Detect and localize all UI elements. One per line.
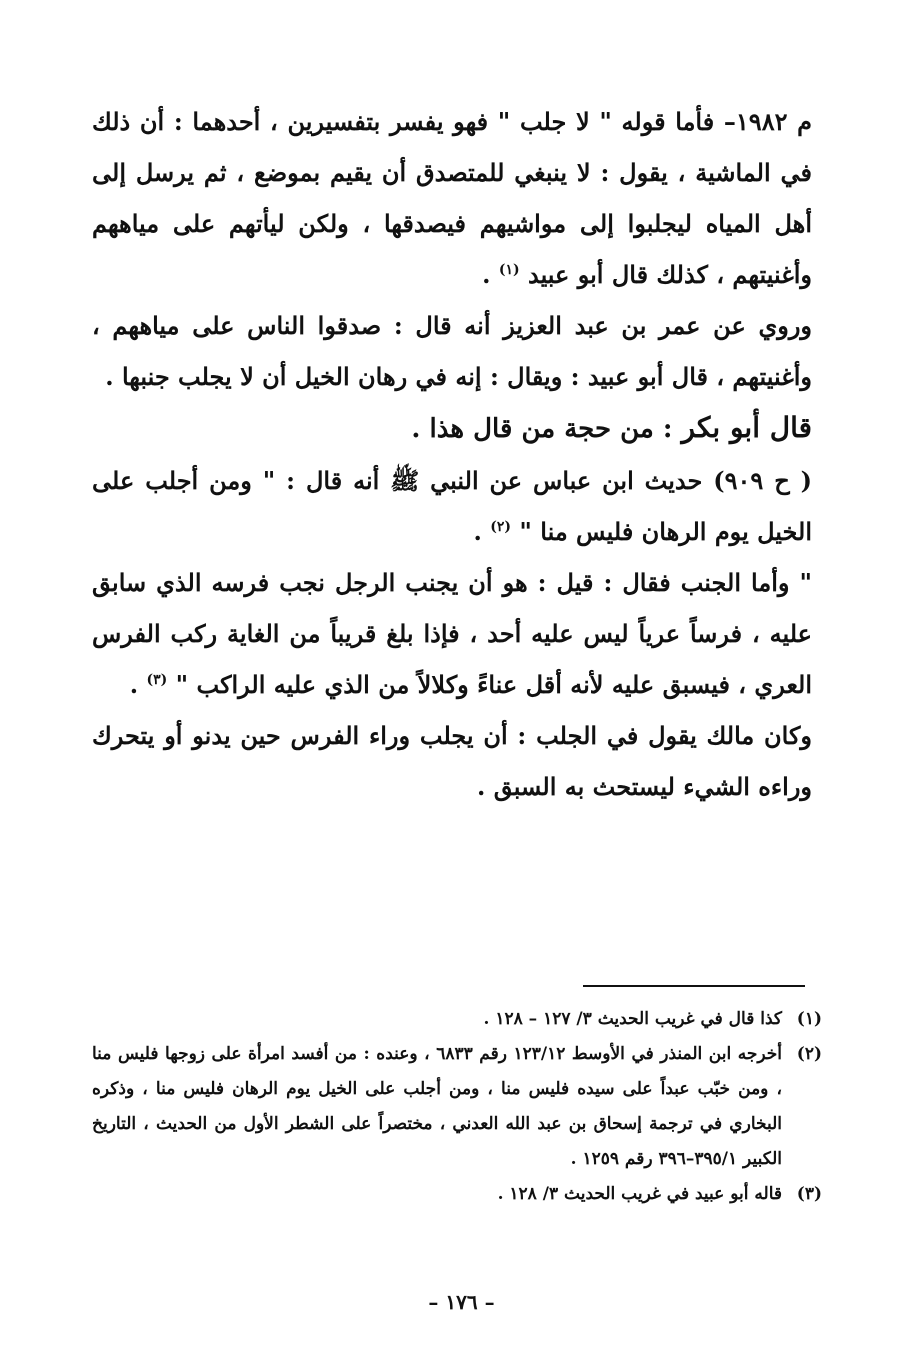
footnote-ref-1: (١) (498, 262, 520, 278)
footnote-3-number: (٣) (796, 1184, 822, 1204)
footnote-1-text: كذا قال في غريب الحديث ٣/ ١٢٧ – ١٢٨ . (483, 1009, 782, 1029)
paragraph-3-text: : من حجة من قال هذا . (411, 414, 682, 444)
paragraph-5-text: " وأما الجنب فقال : قيل : هو أن يجنب الرجل نجب فرسه الذي سابق عليه ، فرساً عرياً ليس عليه أحد ، فإذا بلغ قريباً من الغاية ركب الفرس العري ، فيسبق عليه لأنه أقل عناءً وكلالاً من الذي عليه الراكب " (92, 568, 812, 699)
paragraph-2-text: وروي عن عمر بن عبد العزيز أنه قال : صدقوا الناس على مياههم ، وأغنيتهم ، قال أبو عبيد : ويقال : إنه في رهان الخيل أن لا يجلب جنبها . (92, 311, 812, 391)
heading-lead: قال أبو بكر (681, 411, 812, 444)
paragraph-3 (92, 402, 812, 455)
footnote-3 (92, 1177, 822, 1212)
paragraph-5-end: . (129, 670, 147, 699)
paragraph-1-end: . (482, 260, 499, 289)
paragraph-6-text: وكان مالك يقول في الجلب : أن يجلب وراء الفرس حين يدنو أو يتحرك وراءه الشيء ليستحث به السبق . (92, 721, 812, 801)
footnote-2-text: أخرجه ابن المنذر في الأوسط ١٢٣/١٢ رقم ٦٨٣٣ ، وعنده : من أفسد امرأة على زوجها فليس منا ، ومن خبّب عبداً على سيده فليس منا ، ومن أجلب على الخيل يوم الرهان فليس منا ، وذكره البخاري في ترجمة إسحاق بن عبد الله العدني ، مختصراً على الشطر الأول من الحديث ، التاريخ الكبير ٣٩٥/١–٣٩٦ رقم ١٢٥٩ . (92, 1044, 782, 1169)
footnote-1-number: (١) (796, 1009, 822, 1029)
paragraph-1 (92, 96, 812, 300)
footnotes (92, 1002, 822, 1212)
footnote-3-text: قاله أبو عبيد في غريب الحديث ٣/ ١٢٨ . (497, 1184, 782, 1204)
footnote-2 (92, 1037, 822, 1177)
footnote-2-number: (٢) (796, 1044, 822, 1064)
footnote-1 (92, 1002, 822, 1037)
paragraph-1-text: م ١٩٨٢– فأما قوله " لا جلب " فهو يفسر بتفسيرين ، أحدهما : أن ذلك في الماشية ، يقول : لا ينبغي للمتصدق أن يقيم بموضع ، ثم يرسل إلى أهل المياه ليجلبوا إلى مواشيهم فيصدقها ، ولكن ليأتهم على مياههم وأغنيتهم ، كذلك قال أبو عبيد (92, 107, 813, 289)
footnote-separator (583, 985, 805, 987)
paragraph-4-end: . (473, 517, 491, 546)
paragraph-6 (92, 710, 812, 812)
paragraph-5 (92, 557, 812, 710)
footnote-ref-3: (٣) (146, 672, 168, 688)
page-number: – ١٧٦ – (428, 1290, 495, 1314)
footnote-ref-2: (٢) (490, 519, 512, 535)
main-text (92, 96, 812, 812)
paragraph-4-text: ( ح ٩٠٩) حديث ابن عباس عن النبي ﷺ أنه قال : " ومن أجلب على الخيل يوم الرهان فليس منا " (92, 466, 813, 546)
paragraph-2 (92, 300, 812, 402)
paragraph-4 (92, 455, 812, 557)
